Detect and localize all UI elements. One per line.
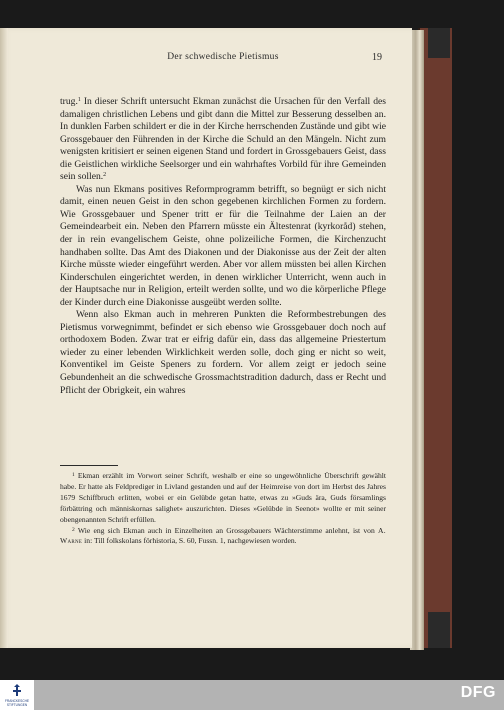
page-number: 19 (372, 52, 382, 63)
footnote-1-text: Ekman erzählt im Vorwort seiner Schrift, weshalb er eine so ungewöhnliche Überschrift gewählt habe. Er hatte als Feldprediger in Livland gestanden und auf der Heimreise von dort im Herbst des Jahres 1679 Schiffbruch erlitten, wobei er ein Gelübde getan hatte, etwas zu »Guds ära, Guds församlings förbättring och människornas salighet» auszurichten. Dieses »Gelübde in Seenot» wollte er mit seiner obengenannten Schrift erfüllen. (60, 471, 386, 524)
crest-icon (9, 683, 25, 697)
paragraph-1-start: trug. (60, 96, 78, 107)
footnote-2 (60, 526, 386, 548)
paragraph-2: Was nun Ekmans positives Reformprogramm betrifft, so begnügt er sich nicht damit, einen neuen Geist in den schon gegebenen kirchlichen Formen zu fordern. Wie Grossgebauer und Spener tritt er für die Teilnahme der Laien an der Gemeindearbeit ein. Neben den Pfarrern müsste ein Ältestenrat (kyrkoråd) stehen, der in rein evangelischem Geiste, ohne polizeiliche Formen, die Kirchenzucht handhaben sollte. Das Amt des Diakonen und der Diakonisse aus der Zeit der alten Kirche müsste wieder eingeführt werden. Aber vor allem müssten bei allen Kirchen Kinderschulen eingerichtet werden, in denen wirklicher Unterricht, wenn auch in der Hauptsache nur in Religion, erteilt werden sollte, und wo die körperliche Pflege der Kinder durch eine Diakonisse ausgeübt werden sollte. (60, 183, 386, 308)
running-head: Der schwedische Pietismus (167, 52, 279, 62)
footnote-2-text-b: in: Till folkskolans förhistoria, S. 60, Fussn. 1, nachgewiesen worden. (82, 536, 297, 546)
footnote-ref-2: 2 (103, 172, 107, 179)
body-text (60, 96, 386, 397)
viewer-footer-bar (0, 680, 504, 710)
footnote-1 (60, 471, 386, 526)
book-cover-corner-top (428, 28, 450, 58)
logo-text (0, 699, 34, 707)
book-cover-corner-bottom (428, 612, 450, 648)
paragraph-3: Wenn also Ekman auch in mehreren Punkten die Reformbestrebungen des Pietismus vorwegnimmt, befindet er sich ebenso wie Grossgebauer doch noch auf orthodoxem Boden. Zwar trat er eifrig dafür ein, dass das allgemeine Priestertum wieder zu einer lebenden Wirklichkeit werden solle, doch ging er nicht so weit, Konventikel im Geiste Speners zu fordern. Vor allem zeigt er jedoch seine Gebundenheit an die schwedische Grossmachtstradition dadurch, dass er Recht und Pflicht der Obrigkeit, ein wahres (60, 309, 386, 396)
dfg-logo: DFG (460, 684, 496, 701)
logo-text-line-1: FRANCKESCHE (4, 699, 30, 703)
footnote-ref-1: 1 (77, 97, 81, 103)
footnote-2-text-a: Wie eng sich Ekman auch in Einzelheiten an Grossgebauers Wächterstimme anlehnt, ist von (74, 525, 379, 535)
footnote-2-author: A. Warne (60, 525, 386, 546)
page-header (64, 52, 382, 68)
footnote-2-mark: 2 (72, 526, 75, 533)
page-gutter (0, 28, 8, 648)
footnote-rule (60, 465, 118, 466)
logo-text-line-2: STIFTUNGEN (6, 703, 28, 707)
footnotes (60, 471, 386, 547)
franckesche-stiftungen-logo (0, 680, 34, 710)
footnote-1-mark: 1 (72, 472, 75, 478)
paragraph-1 (60, 96, 386, 184)
page-stack-edge (410, 30, 424, 650)
paragraph-1-text: In dieser Schrift untersucht Ekman zunächst die Ursachen für den Verfall des damaligen christlichen Lebens und gibt dann die Mittel zur Besserung desselben an. In dunklen Farben schildert er die in der Kirche herrschenden Zustände und gibt wie Grossgebauer den Führenden in der Kirche die Schuld an den Mängeln. Nicht zum wenigsten kritisiert er seinen eigenen Stand und fordert in Grossgebauers Geist, dass die Geistlichen wirkliche Seelsorger und ein wahrhaftes Vorbild für ihre Gemeinden sein sollen. (60, 96, 386, 183)
